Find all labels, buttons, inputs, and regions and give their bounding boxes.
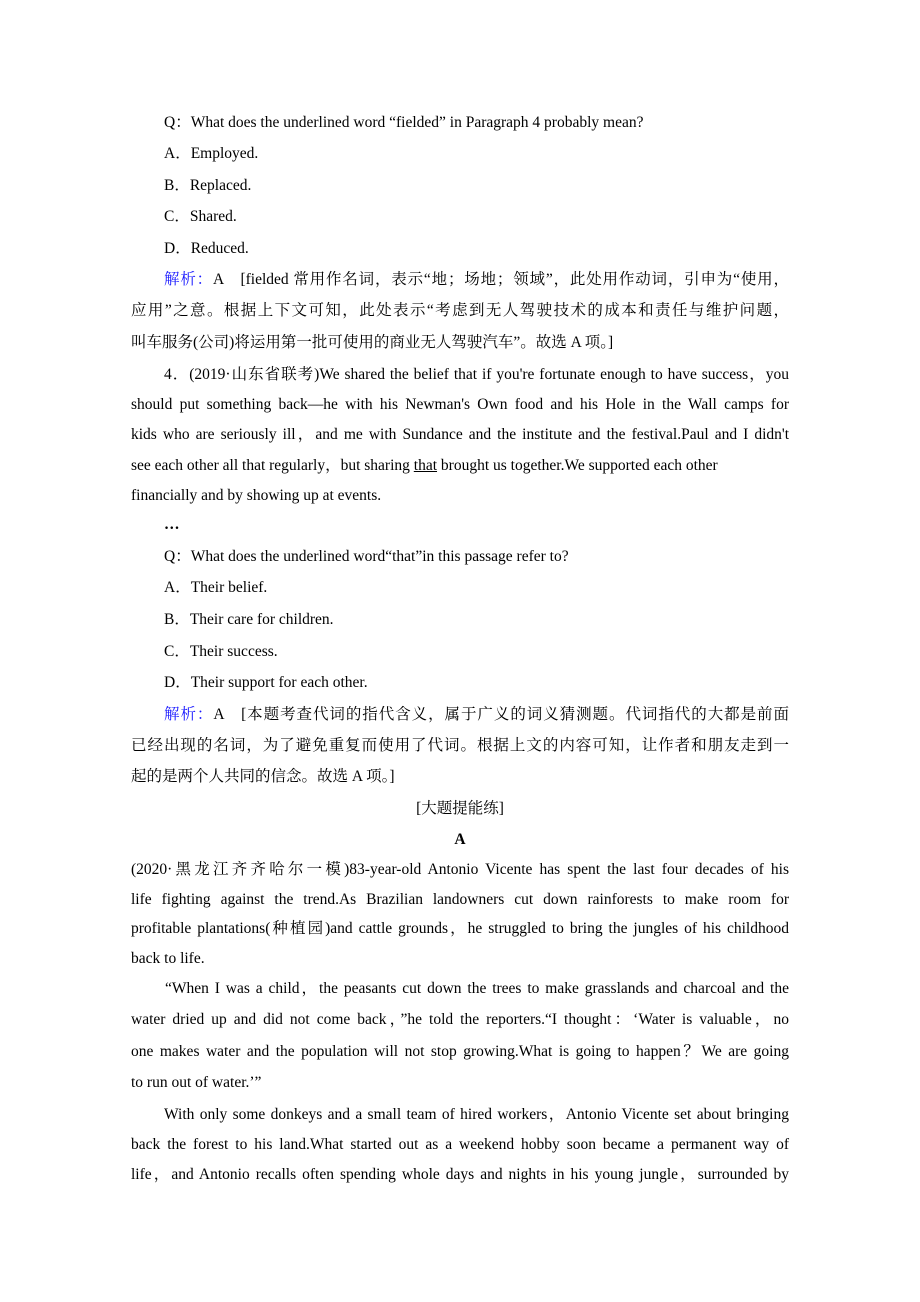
passage-line: “When I was a child，the peasants cut down the trees to make grasslands and charcoal and the [165, 980, 789, 997]
analysis-line [164, 704, 789, 726]
analysis-label: 解析： [164, 271, 213, 288]
passage-text: brought us together.We supported each other [437, 457, 718, 474]
analysis-text: A [本题考查代词的指代含义，属于广义的词义猜测题。代词指代的大都是前面 [213, 706, 789, 723]
passage-line: life，and Antonio recalls often spending whole days and nights in his young jungle，surrounded by [131, 1166, 789, 1183]
analysis-label: 解析： [164, 706, 214, 723]
passage-line: one makes water and the population will not stop growing.What is going to happen？We are going [131, 1043, 789, 1060]
option-d: D．Their support for each other. [164, 674, 368, 691]
passage-line: life fighting against the trend.As Brazilian landowners cut down rainforests to make room for [131, 891, 789, 908]
question-text: Q：What does the underlined word“that”in this passage refer to? [164, 548, 569, 565]
analysis-line: 叫车服务(公司)将运用第一批可使用的商业无人驾驶汽车”。故选 A 项。] [131, 334, 614, 351]
passage-line [131, 455, 789, 477]
passage-line: to run out of water.’” [131, 1074, 262, 1091]
passage-line: (2020·黑龙江齐齐哈尔一模)83-year-old Antonio Vicente has spent the last four decades of his [131, 861, 789, 878]
analysis-text: A [fielded 常用作名词，表示“地；场地；领域”，此处用作动词，引申为“使用， [212, 271, 789, 288]
option-b: B．Their care for children. [164, 611, 334, 628]
passage-text: see each other all that regularly，but sharing [131, 457, 414, 474]
passage-line: back the forest to his land.What started out as a weekend hobby soon became a permanent way of [131, 1136, 789, 1153]
question-text: Q：What does the underlined word “fielded” in Paragraph 4 probably mean? [164, 114, 644, 131]
passage-line: financially and by showing up at events. [131, 487, 382, 504]
analysis-line [164, 269, 789, 291]
passage-line: water dried up and did not come back，”he told the reporters.“I thought：‘Water is valuable，no [131, 1011, 789, 1028]
analysis-line: 已经出现的名词，为了避免重复而使用了代词。根据上文的内容可知，让作者和朋友走到一 [131, 737, 789, 754]
analysis-line: 起的是两个人共同的信念。故选 A 项。] [131, 768, 395, 785]
section-subheading: A [454, 831, 466, 848]
option-c: C．Their success. [164, 643, 278, 660]
passage-line: should put something back—he with his Newman's Own food and his Hole in the Wall camps for [131, 396, 789, 413]
analysis-line: 应用”之意。根据上下文可知，此处表示“考虑到无人驾驶技术的成本和责任与维护问题， [131, 302, 789, 319]
option-b: B．Replaced. [164, 177, 252, 194]
option-d: D．Reduced. [164, 240, 249, 257]
option-a: A．Their belief. [164, 579, 268, 596]
option-c: C．Shared. [164, 208, 237, 225]
ellipsis: … [164, 516, 180, 533]
passage-line: 4．(2019·山东省联考)We shared the belief that if you're fortunate enough to have success，you [164, 366, 789, 383]
underlined-word: that [413, 457, 438, 474]
passage-line: profitable plantations(种植园)and cattle grounds，he struggled to bring the jungles of his childhood [131, 920, 789, 937]
passage-line: With only some donkeys and a small team of hired workers，Antonio Vicente set about bringing [164, 1106, 789, 1123]
section-heading: [大题提能练] [416, 800, 504, 817]
passage-line: kids who are seriously ill，and me with Sundance and the institute and the festival.Paul and I didn't [131, 426, 789, 443]
option-a: A．Employed. [164, 145, 259, 162]
passage-line: back to life. [131, 950, 205, 967]
